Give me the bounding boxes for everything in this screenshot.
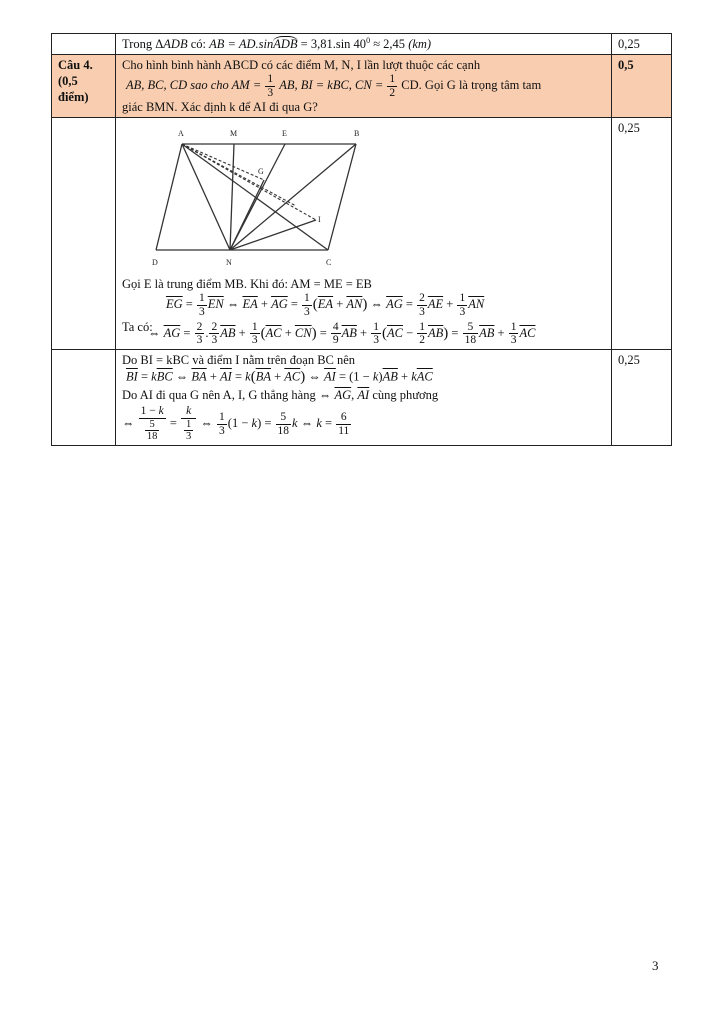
solution-table: [51, 33, 672, 446]
ta-co-label: Ta có:: [122, 319, 153, 334]
label-m: M: [230, 129, 238, 139]
empty-cell: [52, 118, 116, 350]
approx-value: ≈ 2,45: [373, 37, 406, 52]
final-line-4: ⇔ $\frac{1 - k}{\frac{5}{18}}$ = $\frac{k}{\frac{1}{3}}$ ⇔ $\frac{1}{3}$ (1 − k) = $\frac{5}{18}$ k ⇔ k = $\frac{6}{11}$: [122, 405, 350, 443]
final-line-1: Do BI = kBC và điểm I nằm trên đoạn BC nên: [122, 353, 356, 367]
figure-cell: [116, 118, 612, 350]
label-c: C: [326, 258, 332, 268]
question-text: [116, 55, 612, 118]
final-score: 0,25: [612, 350, 672, 446]
question-line-1: Cho hình bình hành ABCD có các điểm M, N, I lần lượt thuộc các cạnh: [122, 58, 481, 73]
final-line-2: $\overline{BI} = k\overline{BC}$ ⇔ $\overline{BA} + \overline{AI} = k(\overline{BA} + \overline{AC})$ ⇔ $\overline{AI} = (1 - k)\overline{AB} + k\overline{AC}$: [126, 369, 433, 385]
page-number: 3: [652, 958, 659, 973]
question-line-3: giác BMN. Xác định k để AI đi qua G?: [122, 100, 318, 115]
row-question-4: [52, 55, 672, 118]
parallelogram-figure: [146, 122, 376, 272]
row-final: [52, 350, 672, 446]
triangle-name: ADB: [163, 37, 188, 52]
question-label-cell: [52, 55, 116, 118]
question-line-2: AB, BC, CD sao cho AM = $\frac{1}{3}$ AB, BI = kBC, CN = $\frac{1}{2}$ CD. Gọi G là trọng tâm tam: [126, 73, 542, 99]
formula-ab: AB = AD.sin: [209, 37, 274, 52]
label-n: N: [226, 258, 232, 268]
row-figure: [52, 118, 672, 350]
text-co: có:: [190, 37, 206, 52]
question-score: 0,5: [612, 55, 672, 118]
question-label: Câu 4.: [58, 58, 93, 73]
label-i: I: [318, 215, 321, 225]
unit-km: (km): [408, 37, 432, 52]
empty-cell: [52, 350, 116, 446]
empty-cell: [52, 34, 116, 55]
degree-mark: 0: [366, 36, 371, 45]
equation-ag: ⇔ $\overline{AG}$ = $\frac{2}{3}$ . $\frac{2}{3}$ $\overline{AB}$ + $\frac{1}{3}$ $(\overline{AC} + \overline{CN})$ = $\frac{4}{9}$ $\overline{AB}$ + $\frac{1}{3}$ ($\overline{AC}$ − $\frac{1}{2}$ $\overline{AB}$) = $\frac{5}{18}$ $\overline{AB}$ + $\frac{1}{3}$ $\overline{AC}$: [148, 320, 536, 347]
figure-score: 0,25: [612, 118, 672, 350]
label-g: G: [258, 167, 264, 177]
final-line-3: Do AI đi qua G nên A, I, G thẳng hàng ⇔ $\overline{AG}$, $\overline{AI}$ cùng phương: [122, 388, 439, 403]
score-cell: 0,25: [612, 34, 672, 55]
row-previous-answer: [52, 34, 672, 55]
label-b: B: [354, 129, 360, 139]
final-answer-cell: [116, 350, 612, 446]
formula-tail: = 3,81.sin 40: [300, 37, 367, 52]
angle-adb: ADB: [273, 37, 298, 52]
label-a: A: [178, 129, 184, 139]
label-e: E: [282, 129, 287, 139]
equation-eg: $\overline{EG}$ = $\frac{1}{3}$ $\overline{EN}$ ⇔ $\overline{EA} + \overline{AG}$ = $\frac{1}{3}$ $(\overline{EA} + \overline{AN})$ ⇔ $\overline{AG}$ = $\frac{2}{3}$ $\overline{AE}$ + $\frac{1}{3}$ $\overline{AN}$: [166, 292, 485, 319]
label-d: D: [152, 258, 158, 268]
text-trong: Trong: [122, 37, 153, 52]
question-points: (0,5 điểm): [58, 74, 89, 105]
previous-answer-text: Trong ΔADB có: AB = AD.sinADB = 3,81.sin $40^0 \approx 2,45$ (km): [116, 34, 612, 55]
midpoint-line: Gọi E là trung điểm MB. Khi đó: AM = ME = EB: [122, 277, 372, 292]
